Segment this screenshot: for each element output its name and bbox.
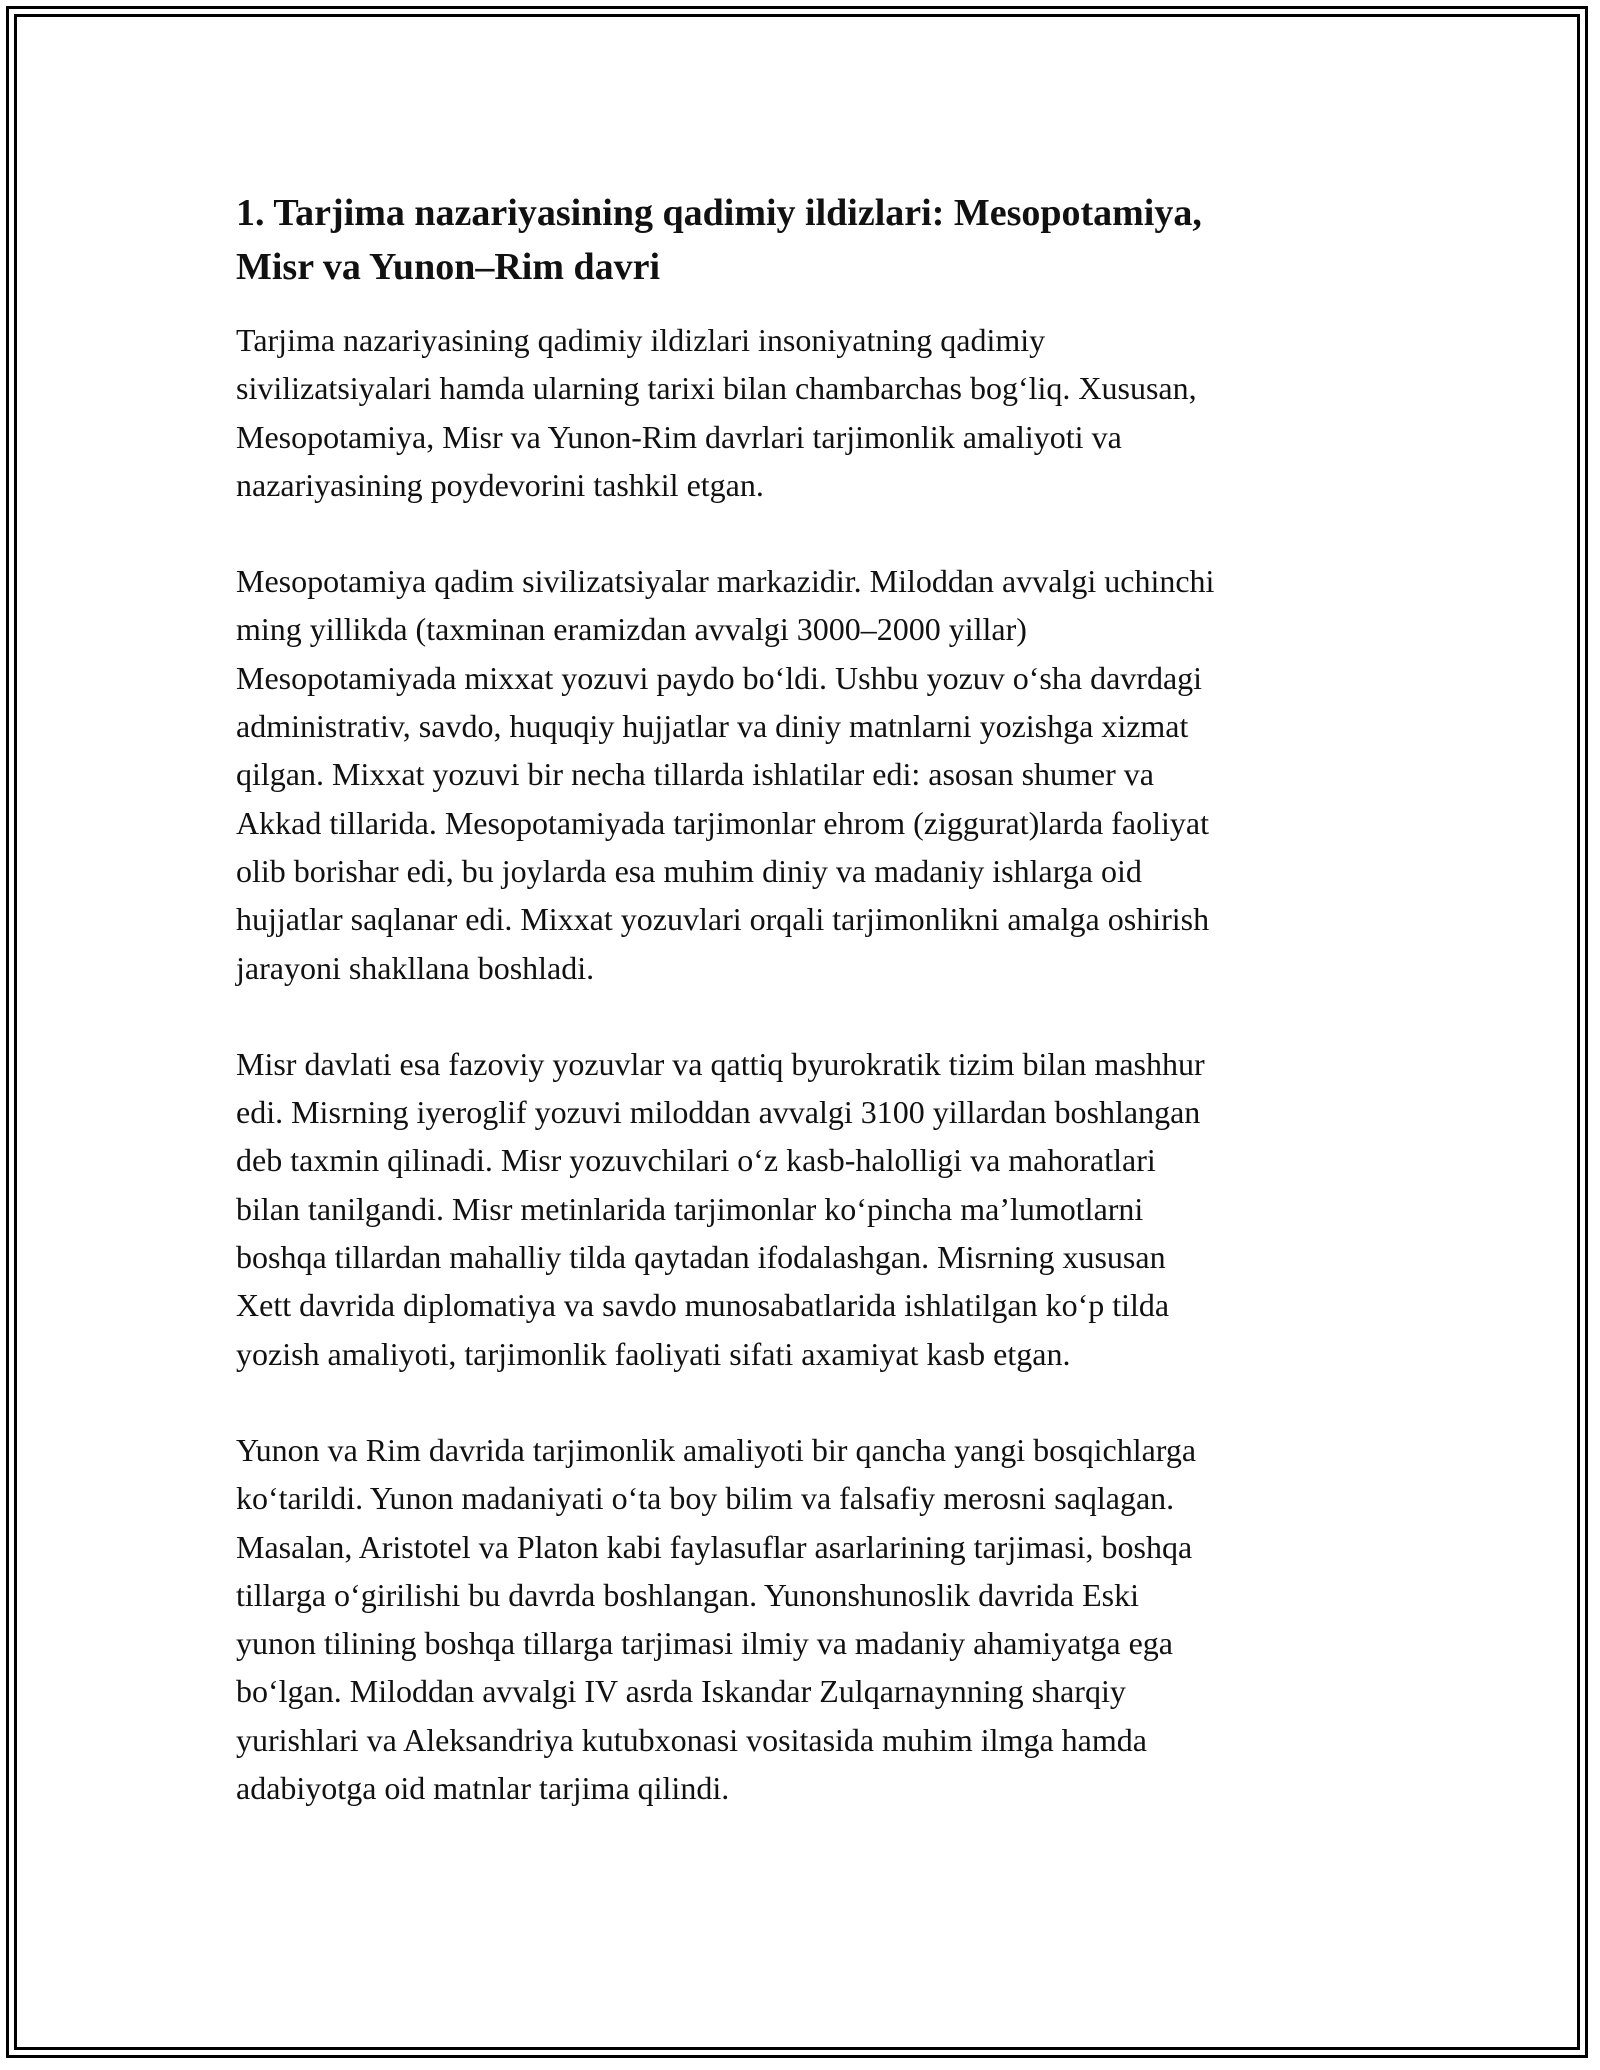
section-title: [236, 186, 1376, 294]
paragraph-line: Xett davrida diplomatiya va savdo munosabatlarida ishlatilgan koʻp tilda: [236, 1287, 1170, 1324]
paragraph-line: tillarga oʻgirilishi bu davrda boshlangan. Yunonshunoslik davrida Eski: [236, 1576, 1139, 1613]
paragraph-line: koʻtarildi. Yunon madaniyati oʻta boy bilim va falsafiy merosni saqlagan.: [236, 1480, 1175, 1517]
paragraph-line: yurishlari va Aleksandriya kutubxonasi vositasida muhim ilmga hamda: [236, 1721, 1147, 1758]
paragraph-line: Mesopotamiya qadim sivilizatsiyalar markazidir. Miloddan avvalgi uchinchi: [236, 563, 1215, 600]
paragraph-line: jarayoni shakllana boshladi.: [236, 949, 595, 986]
paragraph-2: [236, 557, 1376, 992]
paragraph-list: [236, 316, 1376, 1812]
paragraph-line: Misr davlati esa fazoviy yozuvlar va qattiq byurokratik tizim bilan mashhur: [236, 1045, 1205, 1082]
paragraph-line: ming yillikda (taxminan eramizdan avvalgi 3000–2000 yillar): [236, 611, 1027, 648]
paragraph-4: [236, 1426, 1376, 1812]
paragraph-line: adabiyotga oid matnlar tarjima qilindi.: [236, 1770, 730, 1807]
paragraph-line: hujjatlar saqlanar edi. Mixxat yozuvlari orqali tarjimonlikni amalga oshirish: [236, 901, 1210, 938]
paragraph-line: boʻlgan. Miloddan avvalgi IV asrda Iskandar Zulqarnaynning sharqiy: [236, 1673, 1126, 1710]
paragraph-line: Yunon va Rim davrida tarjimonlik amaliyoti bir qancha yangi bosqichlarga: [236, 1431, 1197, 1468]
paragraph-line: yunon tilining boshqa tillarga tarjimasi ilmiy va madaniy ahamiyatga ega: [236, 1625, 1173, 1662]
paragraph-line: yozish amaliyoti, tarjimonlik faoliyati sifati axamiyat kasb etgan.: [236, 1335, 1071, 1372]
paragraph-line: Mesopotamiyada mixxat yozuvi paydo boʻldi. Ushbu yozuv oʻsha davrdagi: [236, 659, 1203, 696]
paragraph-line: edi. Misrning iyeroglif yozuvi miloddan avvalgi 3100 yillardan boshlangan: [236, 1094, 1201, 1131]
paragraph-1: [236, 316, 1376, 509]
paragraph-line: olib borishar edi, bu joylarda esa muhim diniy va madaniy ishlarga oid: [236, 852, 1142, 889]
document-body: [236, 186, 1376, 1812]
paragraph-3: [236, 1040, 1376, 1378]
section-title-line-1: 1. Tarjima nazariyasining qadimiy ildizlari: Mesopotamiya,: [236, 192, 1202, 234]
paragraph-line: Mesopotamiya, Misr va Yunon-Rim davrlari tarjimonlik amaliyoti va: [236, 418, 1122, 455]
paragraph-line: deb taxmin qilinadi. Misr yozuvchilari oʻz kasb-halolligi va mahoratlari: [236, 1142, 1156, 1179]
paragraph-line: Akkad tillarida. Mesopotamiyada tarjimonlar ehrom (ziggurat)larda faoliyat: [236, 804, 1209, 841]
paragraph-line: Tarjima nazariyasining qadimiy ildizlari insoniyatning qadimiy: [236, 322, 1046, 358]
paragraph-line: qilgan. Mixxat yozuvi bir necha tillarda ishlatilar edi: asosan shumer va: [236, 756, 1154, 793]
paragraph-line: boshqa tillardan mahalliy tilda qaytadan ifodalashgan. Misrning xususan: [236, 1239, 1166, 1276]
paragraph-line: bilan tanilgandi. Misr metinlarida tarjimonlar koʻpincha maʼlumotlarni: [236, 1190, 1144, 1227]
paragraph-line: Masalan, Aristotel va Platon kabi faylasuflar asarlarining tarjimasi, boshqa: [236, 1528, 1193, 1565]
paragraph-line: nazariyasining poydevorini tashkil etgan.: [236, 466, 764, 503]
paragraph-line: administrativ, savdo, huquqiy hujjatlar va diniy matnlarni yozishga xizmat: [236, 708, 1189, 745]
paragraph-line: sivilizatsiyalari hamda ularning tarixi bilan chambarchas bogʻliq. Xususan,: [236, 370, 1197, 407]
section-title-line-2: Misr va Yunon–Rim davri: [236, 246, 661, 288]
